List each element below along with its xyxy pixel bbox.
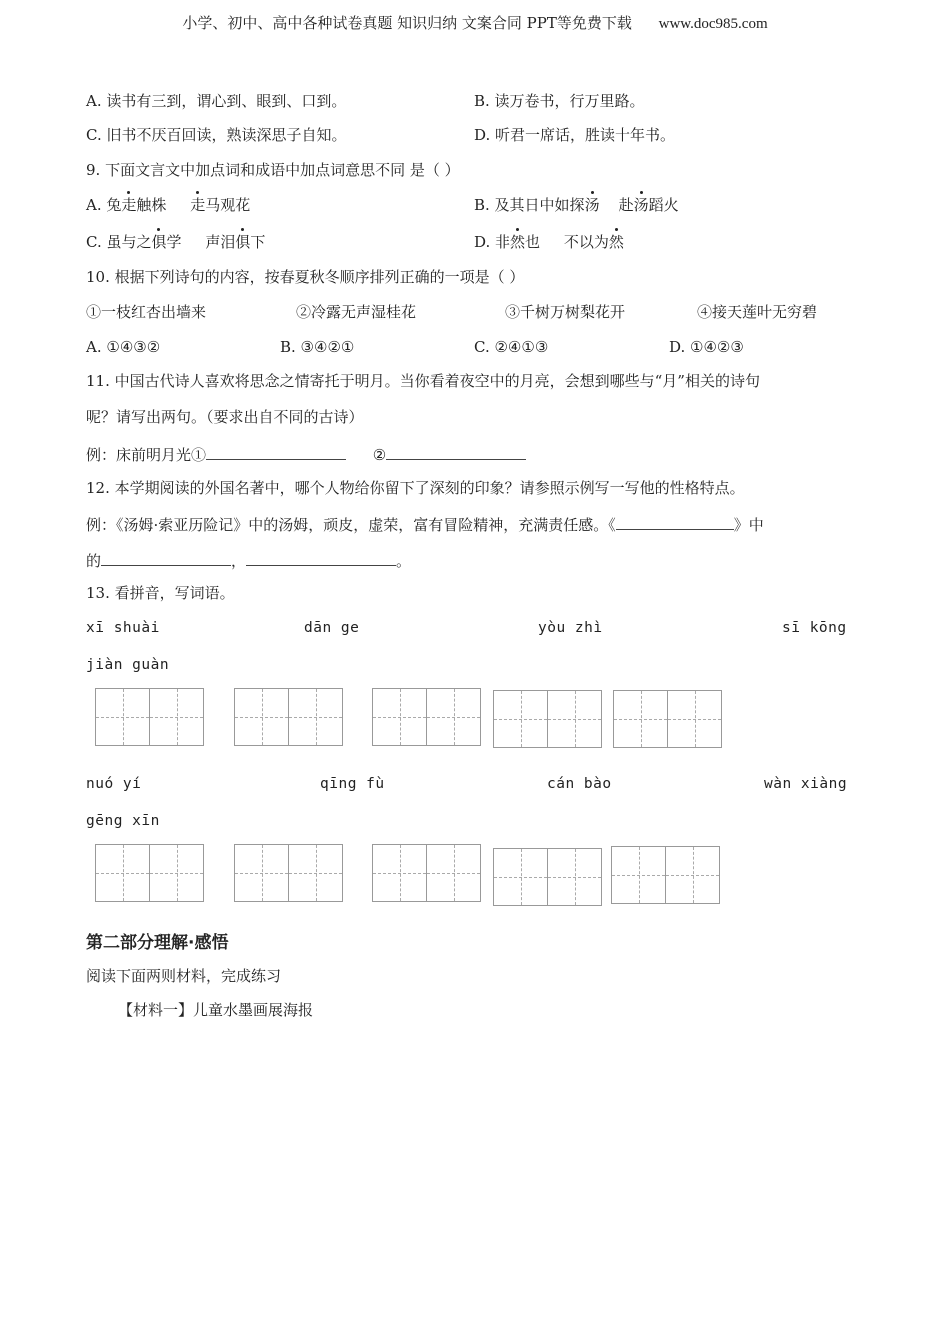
q11-second: ②: [372, 446, 387, 464]
text: 触株: [136, 196, 191, 214]
text: D. 非: [474, 233, 511, 251]
grid-cell[interactable]: [612, 847, 666, 903]
q10-option-d: D. ①④②③: [669, 338, 744, 356]
writing-grid[interactable]: [613, 690, 722, 748]
pinyin-2: dān ge: [304, 620, 360, 636]
q11-stem-2: 呢？请写出两句。（要求出自不同的古诗）: [86, 408, 364, 426]
reading-intro: 阅读下面两则材料，完成练习: [86, 967, 282, 985]
writing-grid[interactable]: [95, 688, 204, 746]
pinyin-3: yòu zhì: [538, 620, 603, 636]
text: 赴: [599, 196, 634, 214]
q10-stem: 10. 根据下列诗句的内容，按春夏秋冬顺序排列正确的一项是（ ）: [86, 268, 525, 286]
text: B. 及其日中如探: [474, 196, 585, 214]
page-header: [0, 12, 950, 33]
q12-example-line: [86, 513, 764, 535]
text: C. 虽与之: [86, 233, 152, 251]
writing-grid[interactable]: [611, 846, 720, 904]
q10-option-a: A. ①④③②: [86, 338, 161, 356]
pinyin-9: wàn xiàng: [764, 776, 848, 792]
q10-poem-3: ③千树万树梨花开: [505, 303, 626, 321]
trait-blank[interactable]: [246, 549, 396, 566]
q12-example-end: 》中: [733, 516, 764, 534]
q10-poem-1: ①一枝红杏出墙来: [86, 303, 207, 321]
grid-cell[interactable]: [289, 845, 342, 901]
header-title: 小学、初中、高中各种试卷真题 知识归纳 文案合同 PPT等免费下载: [182, 14, 632, 32]
q11-answer-line: [86, 443, 526, 465]
grid-cell[interactable]: [289, 689, 342, 745]
writing-grid[interactable]: [493, 848, 602, 906]
writing-grid[interactable]: [95, 844, 204, 902]
dotted-char: 汤: [633, 196, 649, 214]
grid-cell[interactable]: [427, 689, 480, 745]
grid-cell[interactable]: [548, 849, 601, 905]
pinyin-10: gēng xīn: [86, 813, 160, 829]
pinyin-6: nuó yí: [86, 776, 142, 792]
grid-cell[interactable]: [494, 691, 548, 747]
q10-option-b: B. ③④②①: [280, 338, 355, 356]
pinyin-8: cán bào: [547, 776, 612, 792]
q12-stem: 12. 本学期阅读的外国名著中，哪个人物给你留下了深刻的印象？请参照示例写一写他的性格特点。: [86, 479, 745, 497]
book-title-blank[interactable]: [616, 513, 734, 530]
grid-cell[interactable]: [96, 689, 150, 745]
pinyin-5: jiàn guàn: [86, 657, 170, 673]
answer-blank-1[interactable]: [206, 443, 346, 460]
answer-blank-2[interactable]: [386, 443, 526, 460]
q9-option-c: [86, 232, 265, 252]
grid-cell[interactable]: [150, 689, 203, 745]
dotted-char: 俱: [235, 233, 251, 251]
dotted-char: 俱: [151, 233, 167, 251]
writing-grid[interactable]: [372, 688, 481, 746]
q10-poem-2: ②冷露无声湿桂花: [296, 303, 417, 321]
text: 马观花: [205, 196, 251, 214]
character-blank[interactable]: [101, 549, 231, 566]
q13-stem: 13. 看拼音，写词语。: [86, 584, 235, 602]
writing-grid[interactable]: [493, 690, 602, 748]
grid-cell[interactable]: [548, 691, 601, 747]
q9-option-a: [86, 195, 250, 215]
q8-option-c: C. 旧书不厌百回读，熟读深思子自知。: [86, 126, 347, 144]
material-label: 【材料一】儿童水墨画展海报: [118, 1001, 314, 1019]
text: 下: [250, 233, 266, 251]
grid-cell[interactable]: [614, 691, 668, 747]
dotted-char: 然: [608, 233, 624, 251]
section-title: 第二部分理解·感悟: [86, 933, 229, 953]
grid-cell[interactable]: [668, 691, 721, 747]
grid-cell[interactable]: [235, 845, 289, 901]
q10-poem-4: ④接天莲叶无穷碧: [697, 303, 818, 321]
q12-line2-start: 的: [86, 552, 102, 570]
grid-cell[interactable]: [235, 689, 289, 745]
dotted-char: 汤: [584, 196, 600, 214]
text: 学 声泪: [166, 233, 236, 251]
grid-cell[interactable]: [373, 689, 427, 745]
grid-cell[interactable]: [666, 847, 719, 903]
q9-option-b: [474, 195, 679, 215]
grid-cell[interactable]: [373, 845, 427, 901]
dotted-char: 走: [121, 196, 137, 214]
text: 也 不以为: [525, 233, 609, 251]
q12-period: 。: [396, 552, 412, 570]
dotted-char: 走: [190, 196, 206, 214]
text: 蹈火: [648, 196, 679, 214]
grid-cell[interactable]: [150, 845, 203, 901]
q8-option-a: A. 读书有三到，谓心到、眼到、口到。: [86, 92, 347, 110]
grid-cell[interactable]: [96, 845, 150, 901]
dotted-char: 然: [510, 233, 526, 251]
q12-answer-line: [86, 549, 411, 571]
pinyin-4: sī kōng: [782, 620, 847, 636]
q8-option-d: D. 听君一席话，胜读十年书。: [474, 126, 676, 144]
writing-grid[interactable]: [234, 688, 343, 746]
q9-option-d: [474, 232, 624, 252]
writing-grid[interactable]: [372, 844, 481, 902]
q12-comma: ，: [231, 552, 247, 570]
q11-stem-1: 11. 中国古代诗人喜欢将思念之情寄托于明月。当你看着夜空中的月亮，会想到哪些与“月”相关的诗句: [86, 372, 760, 390]
pinyin-1: xī shuài: [86, 620, 160, 636]
header-url[interactable]: www.doc985.com: [658, 16, 768, 32]
q9-stem: 9. 下面文言文中加点词和成语中加点词意思不同 是（ ）: [86, 161, 460, 179]
q12-example: 例：《汤姆·索亚历险记》中的汤姆，顽皮，虚荣，富有冒险精神，充满责任感。《: [86, 516, 616, 534]
q10-option-c: C. ②④①③: [474, 338, 549, 356]
text: A. 兔: [86, 196, 122, 214]
q8-option-b: B. 读万卷书，行万里路。: [474, 92, 645, 110]
writing-grid[interactable]: [234, 844, 343, 902]
grid-cell[interactable]: [494, 849, 548, 905]
pinyin-7: qīng fù: [320, 776, 385, 792]
grid-cell[interactable]: [427, 845, 480, 901]
q11-example: 例：床前明月光①: [86, 446, 207, 464]
